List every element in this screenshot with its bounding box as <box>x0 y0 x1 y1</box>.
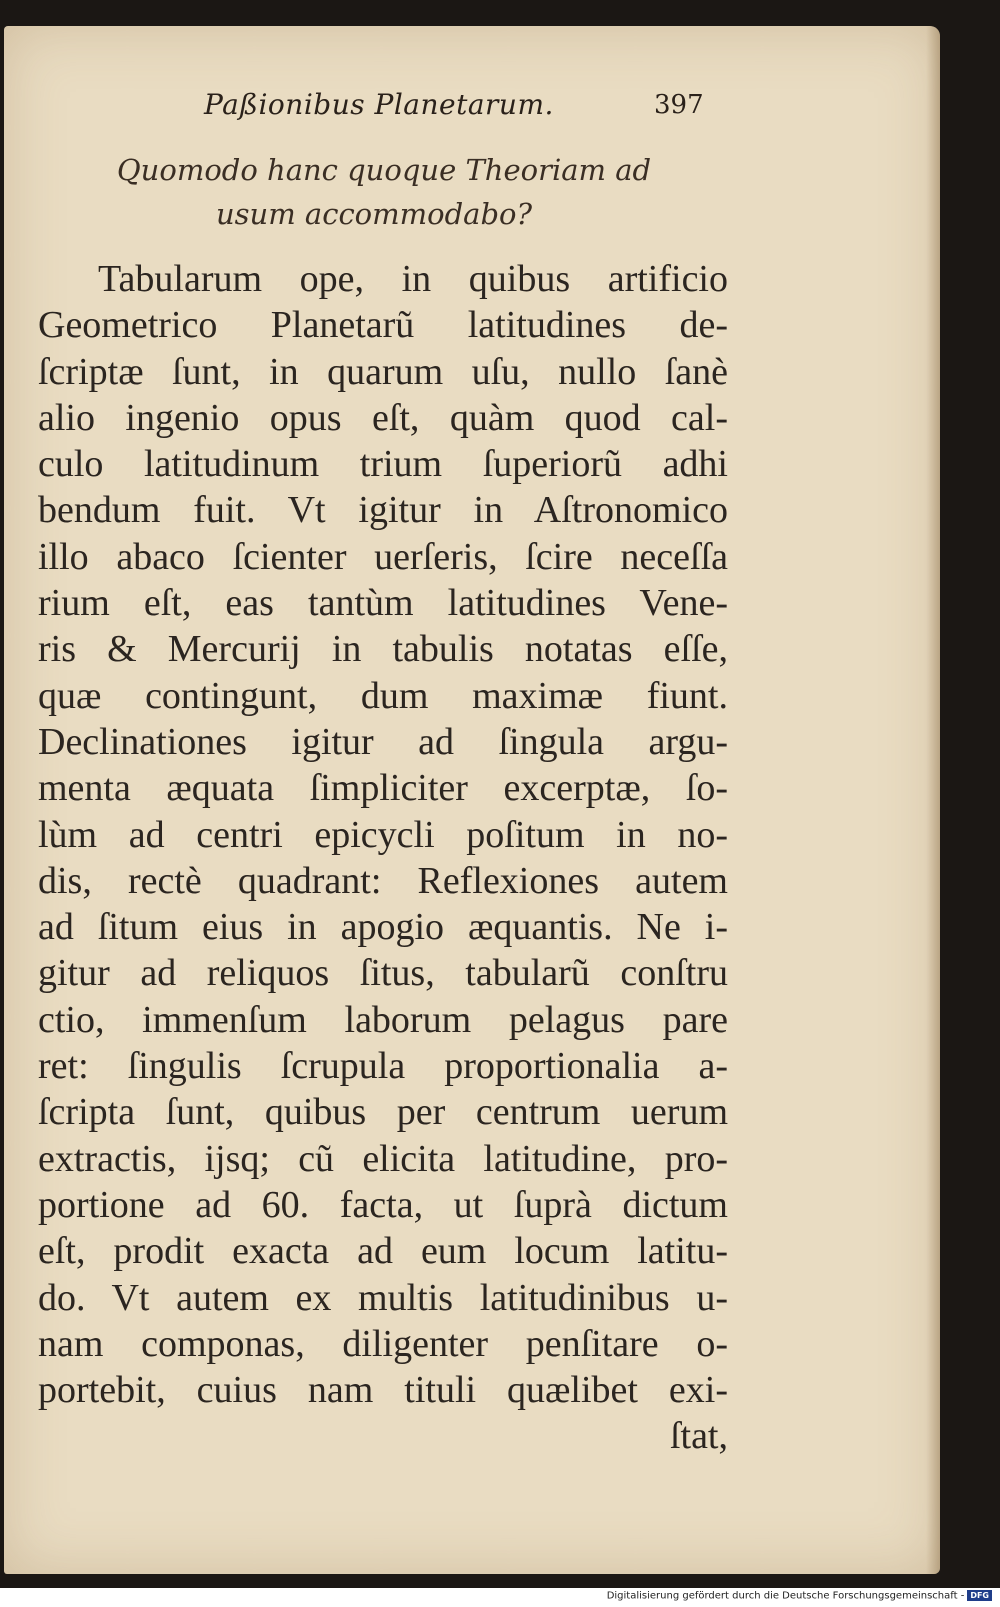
text-line: gitur ad reliquos ſitus, tabularũ conſtru <box>38 952 728 995</box>
digitization-credit <box>607 1590 992 1602</box>
running-head: Paßionibus Planetarum. <box>204 88 554 121</box>
text-line: illo abaco ſcienter uerſeris, ſcire neceſſa <box>38 535 728 578</box>
text-line: ſcriptæ ſunt, in quarum uſu, nullo ſanè <box>38 350 728 393</box>
text-line: ctio, immenſum laborum pelagus pare <box>38 998 728 1041</box>
body-text <box>38 256 728 1460</box>
catchword: ſtat, <box>669 1415 728 1458</box>
text-line: alio ingenio opus eſt, quàm quod cal- <box>38 396 728 439</box>
page-edge-shadow <box>926 26 940 1574</box>
section-heading-line-1: Quomodo hanc quoque Theoriam ad <box>116 153 652 187</box>
text-line: Geometrico Planetarũ latitudines de- <box>38 304 728 347</box>
text-line: do. Vt autem ex multis latitudinibus u- <box>38 1276 728 1319</box>
text-line: nam componas, diligenter penſitare o- <box>38 1322 728 1365</box>
section-heading-line-2: usum accommodabo? <box>215 197 533 231</box>
text-line: portione ad 60. facta, ut ſuprà dictum <box>38 1183 728 1226</box>
text-line: Tabularum ope, in quibus artificio <box>98 258 728 300</box>
dfg-logo: DFG <box>967 1590 992 1601</box>
text-line: ad ſitum eius in apogio æquantis. Ne i- <box>38 906 728 949</box>
text-line: lùm ad centri epicycli poſitum in no- <box>38 813 728 856</box>
text-line: ſcripta ſunt, quibus per centrum uerum <box>38 1091 728 1134</box>
text-line: ris & Mercurij in tabulis notatas eſſe, <box>38 628 728 671</box>
page-number: 397 <box>654 90 704 120</box>
text-line: bendum fuit. Vt igitur in Aſtronomico <box>38 489 728 532</box>
text-line: culo latitudinum trium ſuperiorũ adhi <box>38 443 728 486</box>
text-line: quæ contingunt, dum maximæ fiunt. <box>38 674 728 717</box>
text-line: dis, rectè quadrant: Reflexiones autem <box>38 859 728 902</box>
text-line: menta æquata ſimpliciter excerptæ, ſo- <box>38 767 728 810</box>
book-page <box>4 26 940 1574</box>
text-line: rium eſt, eas tantùm latitudines Vene- <box>38 582 728 625</box>
text-line: ret: ſingulis ſcrupula proportionalia a- <box>38 1045 728 1088</box>
text-line: Declinationes igitur ad ſingula argu- <box>38 720 728 763</box>
text-line: extractis, ijsq; cũ elicita latitudine, pro- <box>38 1137 728 1180</box>
text-line: portebit, cuius nam tituli quælibet exi- <box>38 1369 728 1412</box>
credit-text: Digitalisierung gefördert durch die Deutsche Forschungsgemeinschaft - <box>606 1590 965 1602</box>
text-line: eſt, prodit exacta ad eum locum latitu- <box>38 1230 728 1273</box>
